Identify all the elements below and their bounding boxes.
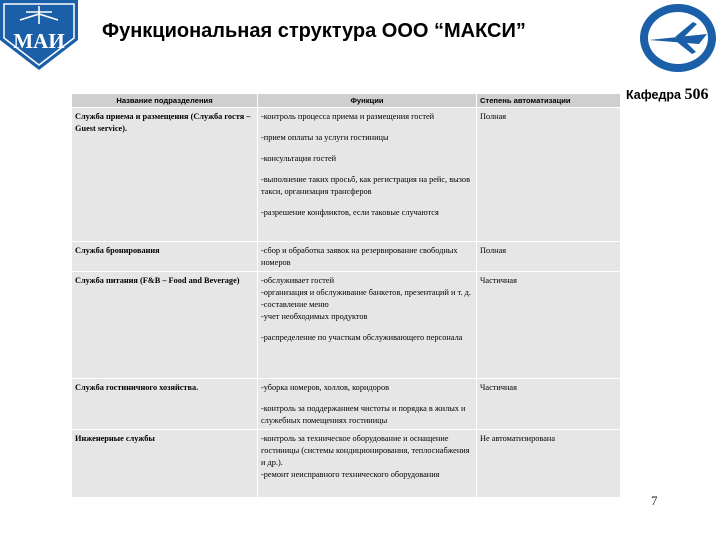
table-row: [72, 242, 621, 272]
function-item: -прием оплаты за услуги гостиницы: [261, 133, 389, 143]
automation-level: Не автоматизирована: [477, 430, 621, 498]
function-item: -распределение по участкам обслуживающего персонала: [261, 333, 463, 343]
function-item: -консультация гостей: [261, 154, 337, 164]
mai-logo: [0, 0, 78, 70]
column-header-functions: Функции: [258, 94, 477, 108]
functions-table: [71, 93, 621, 498]
logo-left-text: МАИ: [13, 29, 65, 53]
automation-level: Полная: [477, 108, 621, 242]
table-row: [72, 379, 621, 430]
function-item: -уборка номеров, холлов, коридоров: [261, 383, 390, 393]
column-header-automation: Степень автоматизации: [477, 94, 621, 108]
department-name: Служба бронирования: [72, 242, 258, 272]
functions-cell: [258, 379, 477, 430]
department-name: Служба приема и размещения (Служба гостя – Guest service).: [72, 108, 258, 242]
function-item: -обслуживает гостей: [261, 276, 335, 286]
function-item: -организация и обслуживание банкетов, презентаций и т. д.: [261, 288, 471, 298]
department-word: Кафедра: [626, 88, 681, 102]
functions-cell: [258, 242, 477, 272]
department-label: [626, 86, 708, 104]
page-number: 7: [651, 493, 658, 508]
function-item: -ремонт неисправного технического оборудования: [261, 470, 440, 480]
column-header-department: Название подразделения: [72, 94, 258, 108]
functions-cell: [258, 108, 477, 242]
automation-level: Частичная: [477, 379, 621, 430]
function-item: -контроль за поддержанием чистоты и порядка в жилых и служебных помещениях гостиницы: [261, 404, 466, 426]
department-number: 506: [684, 86, 709, 103]
function-item: -контроль за техническое оборудование и оснащение гостиницы (системы кондиционирования, теплоснабжения и др.).: [261, 434, 470, 468]
functions-cell: [258, 430, 477, 498]
table-row: [72, 272, 621, 379]
function-item: -составление меню: [261, 300, 329, 310]
functions-cell: [258, 272, 477, 379]
table-row: [72, 430, 621, 498]
page-title: Функциональная структура ООО “МАКСИ”: [102, 20, 526, 42]
automation-level: Полная: [477, 242, 621, 272]
department-name: Инженерные службы: [72, 430, 258, 498]
department-logo: [637, 0, 720, 76]
function-item: -учет необходимых продуктов: [261, 312, 368, 322]
department-name: Служба гостиничного хозяйства.: [72, 379, 258, 430]
function-item: -сбор и обработка заявок на резервирование свободных номеров: [261, 246, 458, 268]
function-item: -разрешение конфликтов, если таковые случаются: [261, 208, 439, 218]
table-header-row: [72, 94, 621, 108]
function-item: -выполнение таких просьб, как регистрация на рейс, вызов такси, организация трансферов: [261, 175, 470, 197]
department-name: Служба питания (F&B – Food and Beverage): [72, 272, 258, 379]
table-row: [72, 108, 621, 242]
automation-level: Частичная: [477, 272, 621, 379]
function-item: -контроль процесса приема и размещения гостей: [261, 112, 435, 121]
